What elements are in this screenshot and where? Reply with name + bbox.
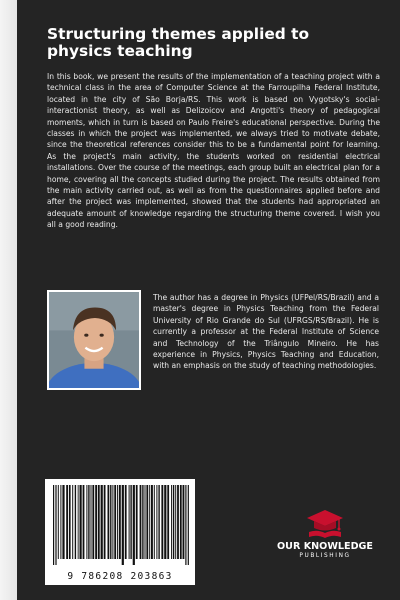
graduation-cap-book-icon <box>305 508 345 540</box>
book-description: In this book, we present the results of the implementation of a teaching project with a technical class in the area of Computer Science at the Farroupilha Federal Institute, located in the city of São Borja/RS. This work is based on Vygotsky's social-interactionist theory, as well as Delizoicov and Angotti's theory of pedagogical moments, which in turn is based on Paulo Freire's educational perspective. During the classes in which the project was implemented, we always tried to motivate debate, since the theoretical references consider this to be a fundamental point for learning. As the project's main activity, the students worked on residential electrical installations. Over the course of the meetings, each group built an electrical plan for a home, covering all the concepts studied during the project. The results obtained from the main activity carried out, as well as from the questionnaires applied before and after the project was implemented, showed that the students had appropriated an adequate amount of knowledge regarding the structuring theme covered. I wish you all a good reading. <box>47 72 380 230</box>
barcode-bar <box>75 485 76 559</box>
barcode-bar <box>188 485 189 565</box>
barcode-bar <box>88 485 89 559</box>
barcode-bar <box>119 485 121 559</box>
author-portrait-image <box>49 292 139 388</box>
barcode-bar <box>158 485 159 559</box>
barcode-bar <box>58 485 59 559</box>
barcode-bar <box>72 485 73 559</box>
barcode-bar <box>125 485 127 559</box>
barcode-bar <box>154 485 155 559</box>
barcode-bar <box>86 485 87 559</box>
barcode-bar <box>53 485 54 565</box>
barcode-bar <box>117 485 118 559</box>
barcode-bar <box>140 485 142 559</box>
barcode-bar <box>122 485 124 565</box>
barcode-bar <box>108 485 110 559</box>
barcode-bar <box>185 485 186 565</box>
barcode-bar <box>183 485 185 559</box>
barcode-bar <box>55 485 56 565</box>
barcode-bar <box>69 485 71 559</box>
barcode-bar <box>83 485 85 559</box>
author-bio: The author has a degree in Physics (UFPel/RS/Brazil) and a master's degree in Physics Teaching from the Federal University of Rio Grande do Sul (UFRGS/RS/Brazil). He is currently a professor at the Federal Institute of Science and Technology of the Triângulo Mineiro. He has experience in Physics, Physics Teaching and Education, with an emphasis on the study of teaching methodologies. <box>153 293 379 371</box>
author-photo <box>47 290 141 390</box>
barcode-bar <box>161 485 163 559</box>
barcode-bar <box>66 485 68 559</box>
barcode-bar <box>62 485 64 559</box>
barcode-bar <box>95 485 97 559</box>
barcode-bar <box>91 485 92 559</box>
barcode-bar <box>98 485 100 559</box>
barcode-bar <box>151 485 153 559</box>
barcode-bar <box>101 485 103 559</box>
barcode-bar <box>173 485 174 559</box>
barcode-bar <box>78 485 79 559</box>
barcode-bar <box>180 485 182 559</box>
publisher-subtitle: PUBLISHING <box>299 553 351 559</box>
publisher-name: OUR KNOWLEDGE <box>277 541 373 552</box>
barcode-bar <box>112 485 113 559</box>
barcode-bar <box>145 485 146 559</box>
page-edge <box>0 0 17 600</box>
barcode-bar <box>114 485 116 559</box>
barcode-bar <box>156 485 157 559</box>
barcode-bar <box>175 485 176 559</box>
barcode-bar <box>129 485 130 559</box>
barcode-bar <box>80 485 82 559</box>
barcode-bar <box>136 485 138 559</box>
barcode-bar <box>149 485 150 559</box>
publisher-logo-block <box>265 508 385 559</box>
barcode-bar <box>171 485 172 559</box>
barcode-bars <box>45 479 195 585</box>
barcode-bar <box>167 485 169 559</box>
barcode-bar <box>110 485 111 559</box>
back-cover <box>17 0 400 600</box>
isbn-barcode <box>45 479 195 585</box>
barcode-bar <box>146 485 148 559</box>
barcode-bar <box>164 485 166 559</box>
barcode-bar <box>60 485 61 559</box>
barcode-bar <box>92 485 94 559</box>
barcode-bar <box>177 485 179 559</box>
barcode-bar <box>130 485 131 559</box>
barcode-bar <box>133 485 135 565</box>
barcode-bar <box>104 485 106 559</box>
book-title: Structuring themes applied to physics teaching <box>47 25 310 60</box>
barcode-bar <box>142 485 143 559</box>
isbn-number: 9 786208 203863 <box>67 571 173 582</box>
